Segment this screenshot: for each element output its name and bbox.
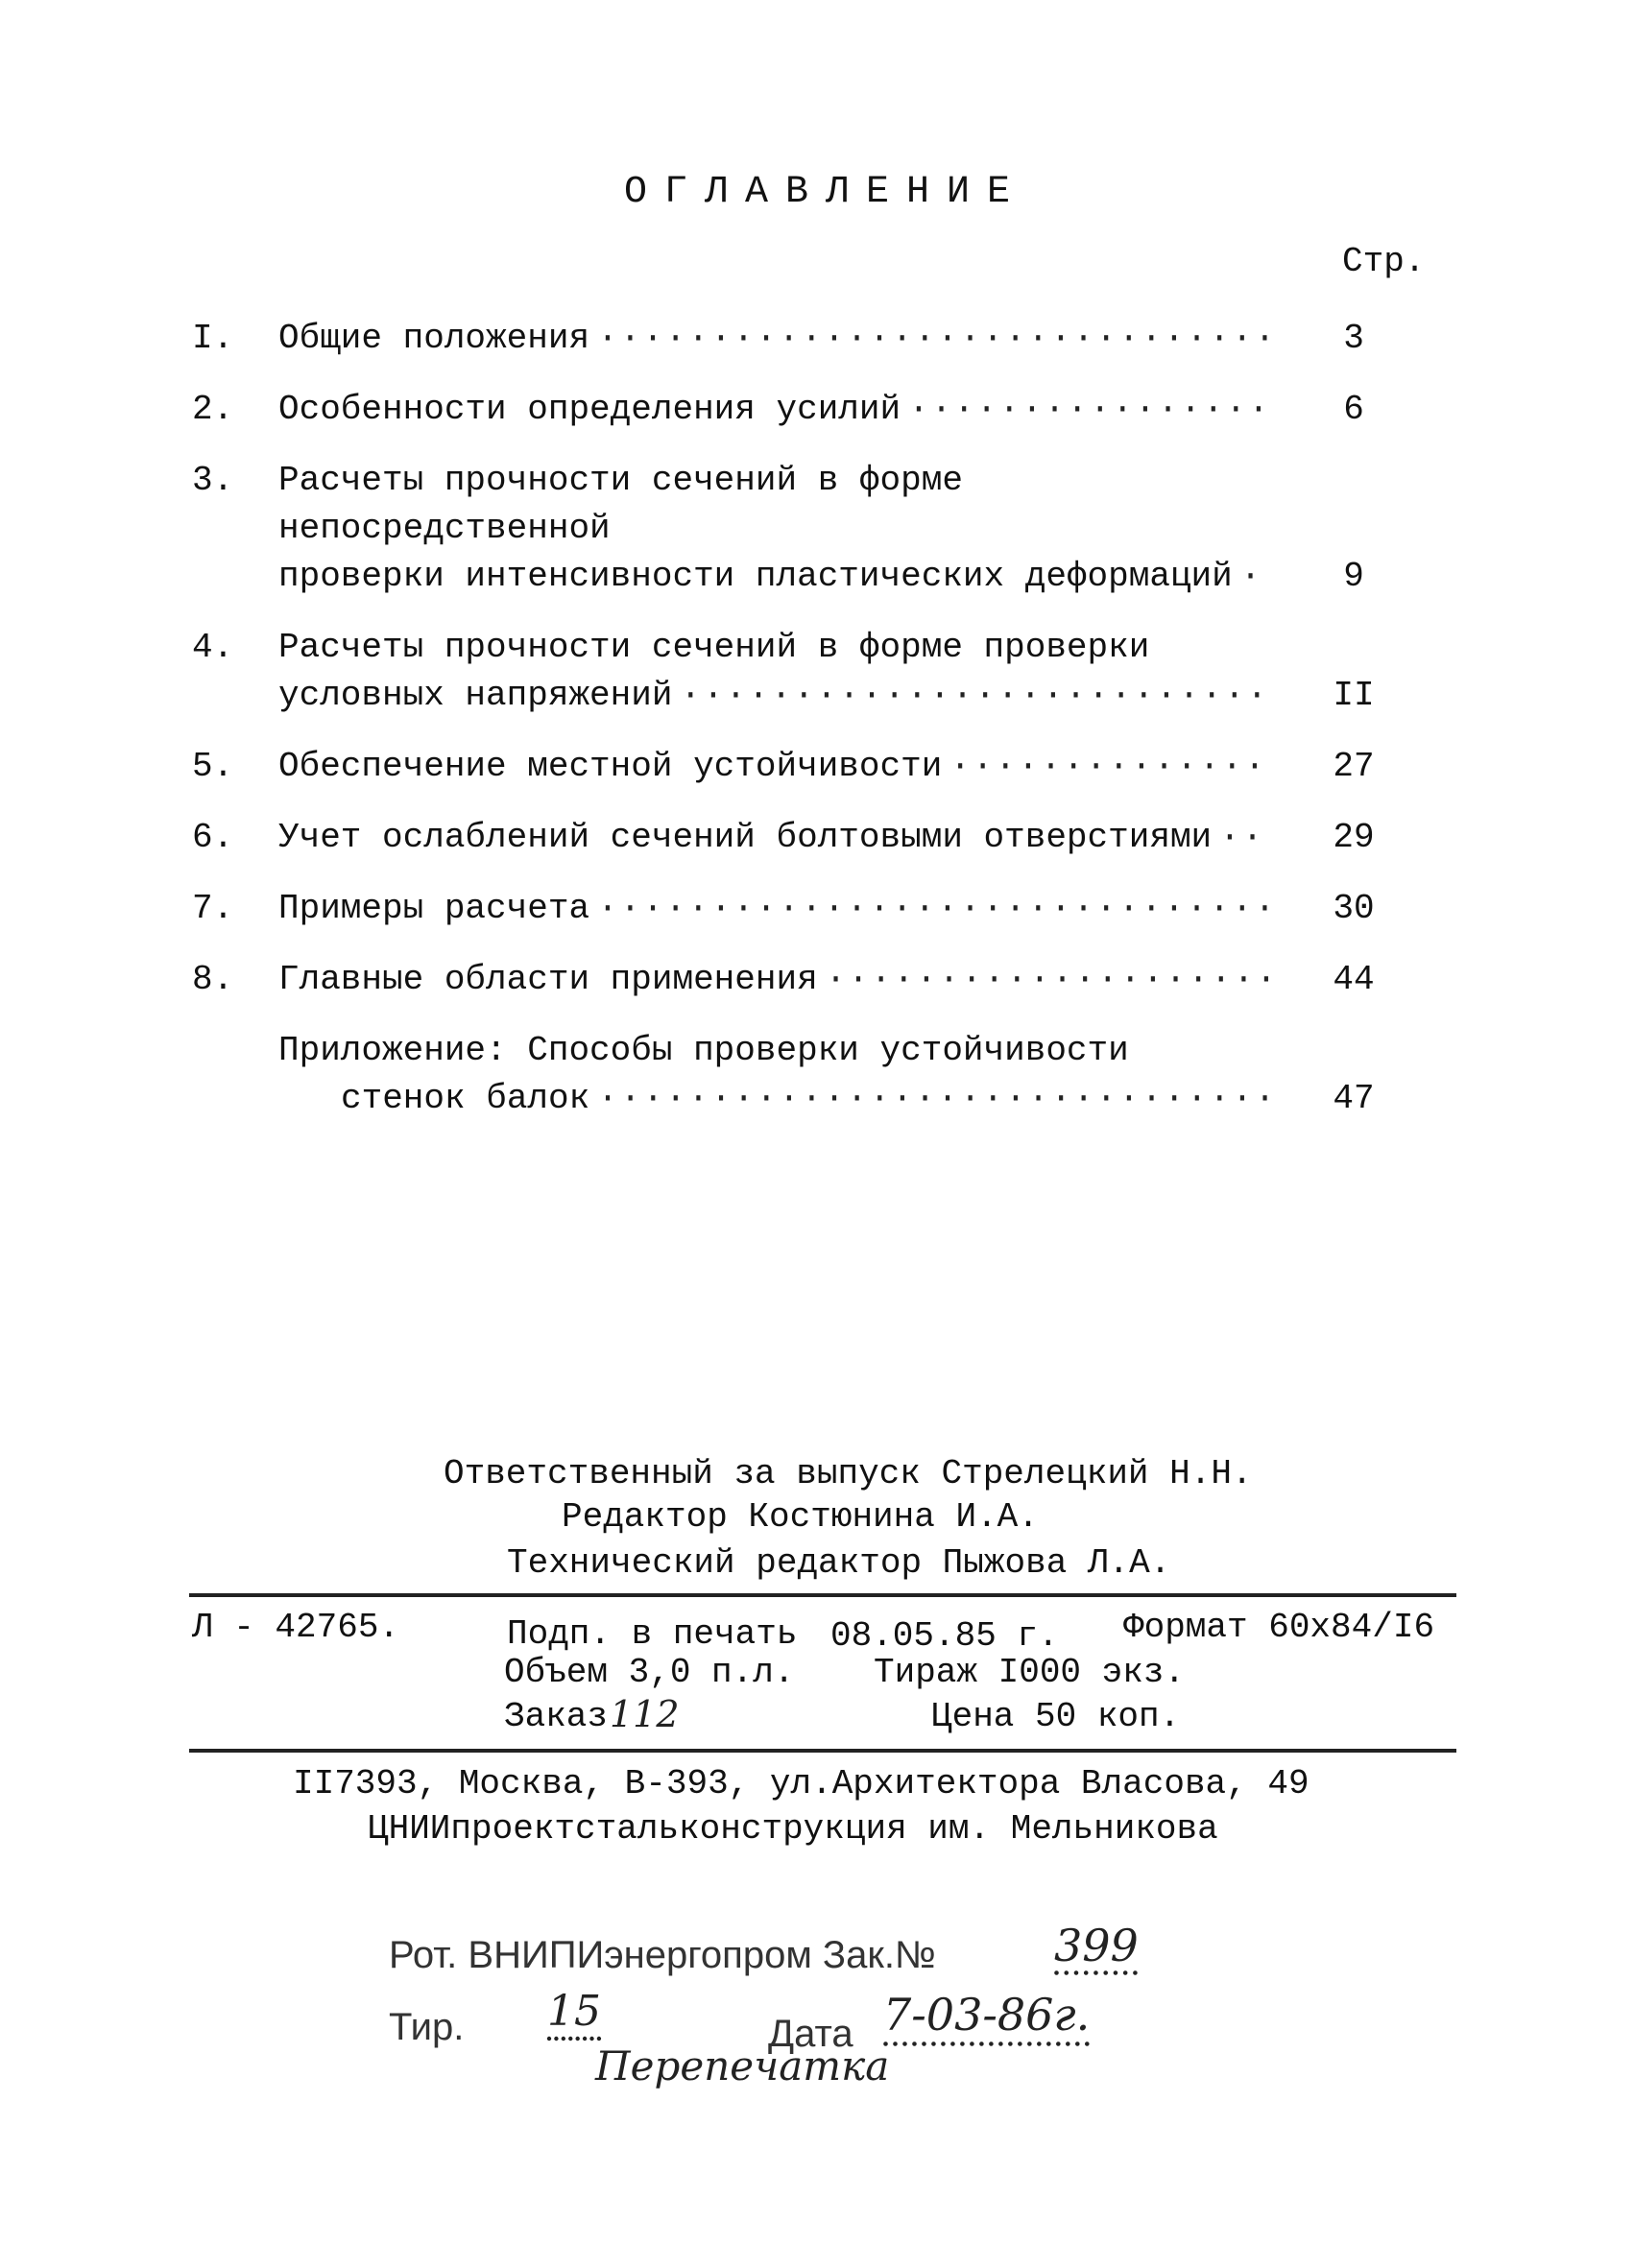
toc-entry-text: Примеры расчета: [278, 889, 590, 928]
toc-entry-number: 7.: [192, 889, 234, 928]
toc-entry-text: Учет ослаблений сечений болтовыми отверстиями: [278, 818, 1213, 857]
toc-entry-text: стенок балок: [341, 1079, 590, 1118]
leader-dots: [826, 956, 1269, 1004]
leader-dots: [949, 743, 1269, 791]
toc-entry[interactable]: [192, 814, 1392, 862]
toc-entry-text: Обеспечение местной устойчивости: [278, 747, 943, 786]
toc-entry-page: 47: [1333, 1079, 1375, 1118]
print-run-info: Тираж I000 экз.: [874, 1653, 1186, 1692]
toc-entry-text: Особенности определения усилий: [278, 390, 901, 429]
toc-entry-text: условных напряжений: [278, 676, 673, 715]
toc-entry-number: 6.: [192, 818, 234, 857]
stamp-date-label: Дата: [768, 2013, 853, 2055]
stamp-date: 7-03-86г.: [883, 1989, 1091, 2041]
signed-date: 08.05.85 г.: [830, 1616, 1059, 1656]
publisher-line: ЦНИИпроектстальконструкция им. Мельникова: [368, 1809, 1218, 1849]
divider-top: [189, 1593, 1456, 1597]
stamp-circulation-label: Тир.: [389, 2006, 465, 2048]
signed-label: Подп. в печать: [507, 1614, 798, 1654]
toc-entry-page: 44: [1333, 960, 1375, 999]
toc-entry-page: 29: [1333, 818, 1375, 857]
toc-title: ОГЛАВЛЕНИЕ: [623, 171, 1028, 214]
leader-dots: [1219, 814, 1269, 862]
leader-dots: [1240, 553, 1269, 601]
toc-entry-page: 30: [1333, 889, 1375, 928]
toc-entry-page: II: [1333, 676, 1375, 715]
order-label: Заказ: [504, 1697, 609, 1736]
toc-entry-text: Приложение: Способы проверки устойчивости: [278, 1031, 1129, 1070]
toc-entry-page: 27: [1333, 747, 1375, 786]
toc-entry-page: 9: [1343, 557, 1364, 596]
toc-entry[interactable]: [192, 457, 1392, 601]
editor-line: Редактор Костюнина И.А.: [562, 1497, 1039, 1537]
table-of-contents: [192, 315, 1392, 1146]
stamp-print-line: Рот. ВНИПИэнергопром Зак.№: [389, 1934, 936, 1976]
handwritten-note: Перепечатка: [595, 2042, 890, 2089]
toc-entry[interactable]: [192, 743, 1392, 791]
toc-entry[interactable]: [192, 624, 1392, 720]
leader-dots: [597, 1075, 1269, 1123]
toc-entry-text: Расчеты прочности сечений в форме проверки: [278, 628, 1150, 667]
responsible-line: Ответственный за выпуск Стрелецкий Н.Н.: [444, 1454, 1253, 1493]
toc-entry[interactable]: [192, 315, 1392, 363]
toc-entry-text: Расчеты прочности сечений в форме непосредственной: [278, 461, 963, 548]
price-info: Цена 50 коп.: [931, 1697, 1181, 1736]
leader-dots: [908, 386, 1269, 434]
toc-entry[interactable]: [192, 956, 1392, 1004]
tech-editor-line: Технический редактор Пыжова Л.А.: [507, 1543, 1171, 1583]
divider-bottom: [189, 1749, 1456, 1753]
page-column-header: Стр.: [1342, 242, 1426, 281]
toc-entry[interactable]: [192, 386, 1392, 434]
format-info: Формат 60х84/I6: [1123, 1608, 1435, 1647]
leader-dots: [680, 672, 1269, 720]
leader-dots: [597, 885, 1269, 933]
toc-entry-number: 4.: [192, 628, 234, 667]
stamp-circulation: 15: [547, 1987, 601, 2036]
toc-entry-number: 5.: [192, 747, 234, 786]
license-number: Л - 42765.: [192, 1608, 400, 1647]
toc-entry-text: проверки интенсивности пластических деформаций: [278, 557, 1233, 596]
stamp-order-number: 399: [1054, 1920, 1139, 1971]
order-number: 112: [610, 1693, 680, 1735]
leader-dots: [597, 315, 1269, 363]
toc-entry-page: 6: [1343, 390, 1364, 429]
toc-entry-number: 2.: [192, 390, 234, 429]
toc-entry-text: Общие положения: [278, 319, 590, 358]
toc-entry-page: 3: [1343, 319, 1364, 358]
volume-info: Объем 3,0 п.л.: [504, 1653, 795, 1692]
toc-entry-text: Главные области применения: [278, 960, 818, 999]
toc-entry-appendix[interactable]: [192, 1027, 1392, 1123]
toc-entry-number: I.: [192, 319, 234, 358]
toc-entry[interactable]: [192, 885, 1392, 933]
toc-entry-number: 8.: [192, 960, 234, 999]
toc-entry-number: 3.: [192, 461, 234, 500]
address-line: II7393, Москва, В-393, ул.Архитектора Власова, 49: [293, 1764, 1310, 1803]
